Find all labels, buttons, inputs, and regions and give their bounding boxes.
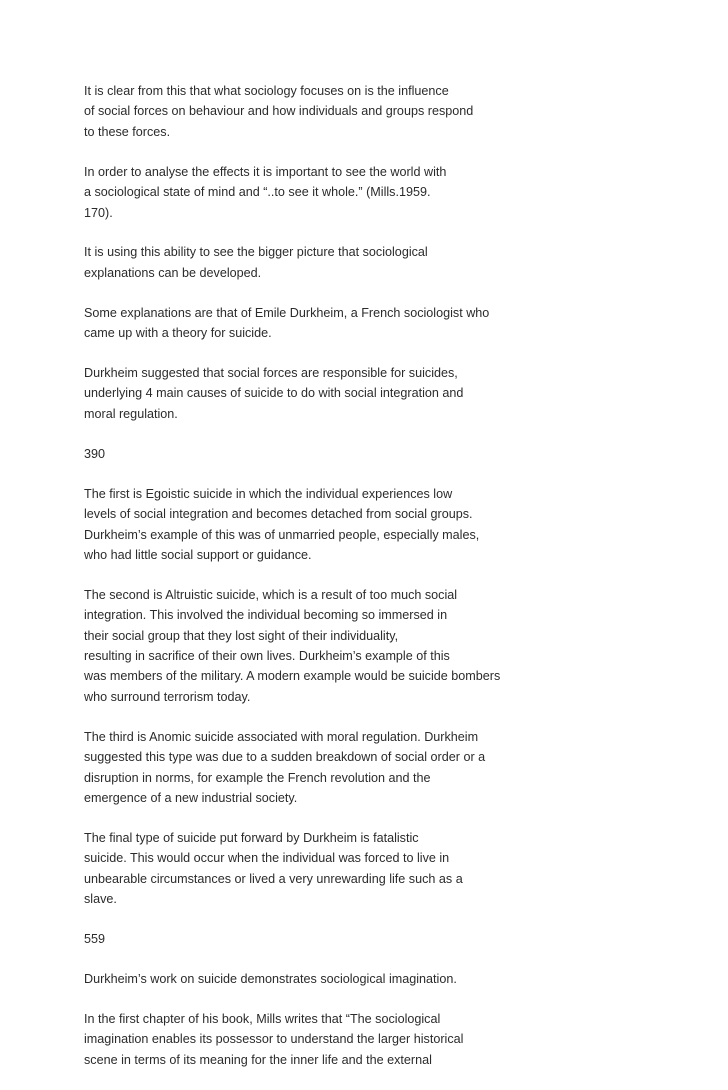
text-line: a sociological state of mind and “..to see it whole.” (Mills.1959. <box>84 185 431 200</box>
text-line: who had little social support or guidance. <box>84 547 312 562</box>
text-line: Some explanations are that of Emile Durkheim, a French sociologist who <box>84 305 490 320</box>
text-line: resulting in sacrifice of their own lives. Durkheim’s example of this <box>84 649 450 664</box>
text-line: of social forces on behaviour and how individuals and groups respond <box>84 104 474 119</box>
text-line: Durkheim’s work on suicide demonstrates sociological imagination. <box>84 971 457 986</box>
text-line: imagination enables its possessor to understand the larger historical <box>84 1032 464 1047</box>
text-line: to these forces. <box>84 124 171 139</box>
text-line: It is clear from this that what sociology focuses on is the influence <box>84 84 449 98</box>
text-line: levels of social integration and becomes detached from social groups. <box>84 507 473 522</box>
text-line: 559 <box>84 932 106 946</box>
text-line: The first is Egoistic suicide in which the individual experiences low <box>84 486 453 501</box>
text-line: In the first chapter of his book, Mills writes that “The sociological <box>84 1011 441 1026</box>
text-line: integration. This involved the individual becoming so immersed in <box>84 608 448 623</box>
text-line: The second is Altruistic suicide, which is a result of too much social <box>84 587 458 602</box>
paragraph-analyse-effects <box>84 162 674 223</box>
text-line: scene in terms of its meaning for the inner life and the external <box>84 1052 432 1067</box>
paragraph-durkheim-intro <box>84 303 674 344</box>
paragraph-social-forces-suicide <box>84 363 674 424</box>
text-line: suicide. This would occur when the individual was forced to live in <box>84 851 450 866</box>
text-line: Durkheim suggested that social forces are responsible for suicides, <box>84 366 458 381</box>
paragraph-egoistic-suicide <box>84 484 674 566</box>
paragraph-fatalistic-suicide <box>84 828 674 910</box>
paragraph-altruistic-suicide <box>84 585 674 707</box>
word-count-marker <box>84 929 674 949</box>
paragraph-sociology-focus <box>84 81 674 142</box>
word-count-marker <box>84 444 674 464</box>
text-line: 170). <box>84 205 113 220</box>
text-line: The final type of suicide put forward by Durkheim is fatalistic <box>84 830 419 845</box>
paragraph-anomic-suicide <box>84 727 674 809</box>
text-line: disruption in norms, for example the French revolution and the <box>84 770 431 785</box>
text-line: emergence of a new industrial society. <box>84 790 298 805</box>
text-line: suggested this type was due to a sudden breakdown of social order or a <box>84 750 486 765</box>
text-line: slave. <box>84 892 117 907</box>
text-line: It is using this ability to see the bigger picture that sociological <box>84 245 428 260</box>
text-line: unbearable circumstances or lived a very unrewarding life such as a <box>84 871 463 886</box>
paragraph-bigger-picture <box>84 242 674 283</box>
paragraph-mills-quote <box>84 1009 674 1070</box>
text-line: underlying 4 main causes of suicide to do with social integration and <box>84 386 464 401</box>
document-body <box>84 81 674 1090</box>
text-line: their social group that they lost sight of their individuality, <box>84 628 399 643</box>
text-line: moral regulation. <box>84 406 178 421</box>
text-line: explanations can be developed. <box>84 265 262 280</box>
text-line: 390 <box>84 446 106 461</box>
text-line: came up with a theory for suicide. <box>84 326 272 341</box>
text-line: who surround terrorism today. <box>84 689 251 704</box>
paragraph-sociological-imagination <box>84 969 674 989</box>
text-line: The third is Anomic suicide associated with moral regulation. Durkheim <box>84 729 479 744</box>
text-line: Durkheim’s example of this was of unmarried people, especially males, <box>84 527 480 542</box>
text-line: was members of the military. A modern example would be suicide bombers <box>84 669 501 684</box>
text-line: In order to analyse the effects it is important to see the world with <box>84 164 447 179</box>
